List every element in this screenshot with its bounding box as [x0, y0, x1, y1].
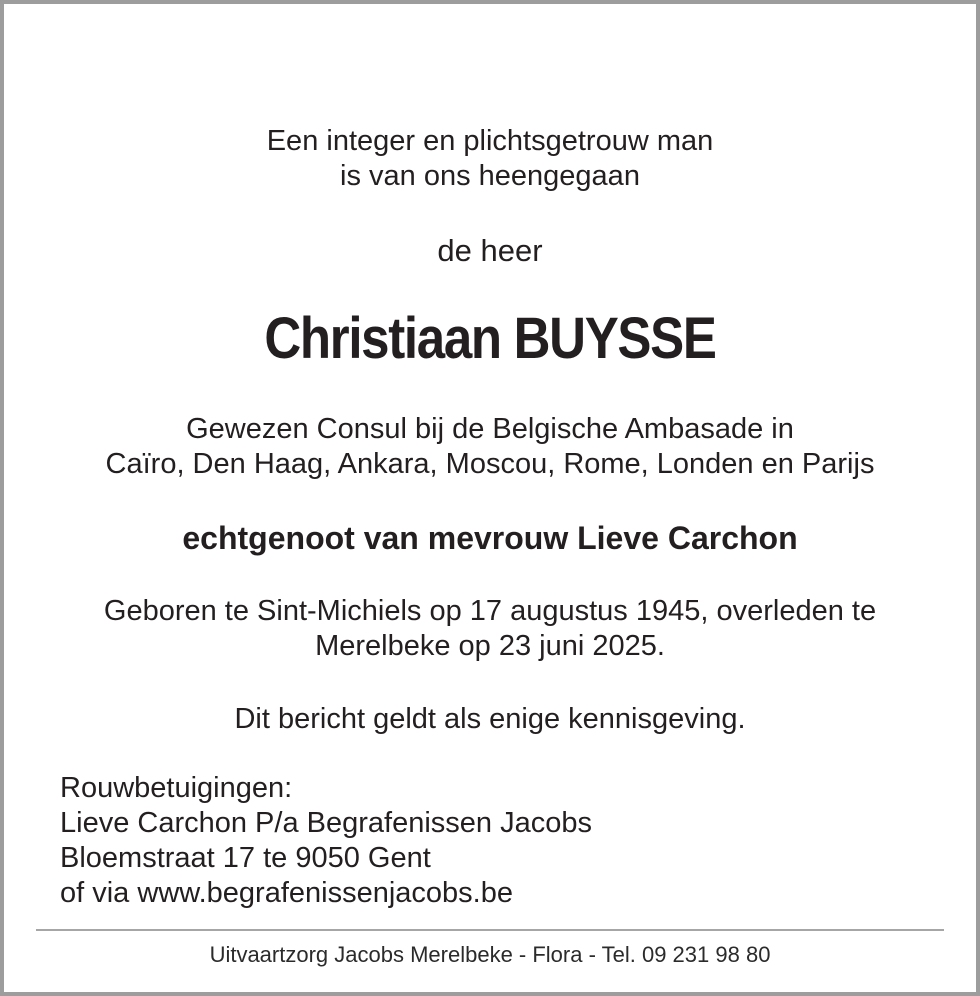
- footer-divider: [36, 929, 944, 931]
- condolences-heading: Rouwbetuigingen:: [60, 772, 293, 804]
- notice-text: Dit bericht geldt als enige kennisgeving.: [234, 703, 746, 735]
- birth-line-2: Merelbeke op 23 juni 2025.: [315, 630, 665, 662]
- spouse-text: echtgenoot van mevrouw Lieve Carchon: [182, 520, 798, 556]
- intro-text: [0, 124, 980, 194]
- intro-line-1: Een integer en plichtsgetrouw man: [266, 125, 714, 157]
- birth-line-1: Geboren te Sint-Michiels op 17 augustus 1945, overleden te: [103, 595, 877, 627]
- condolences-website: of via www.begrafenissenjacobs.be: [60, 877, 513, 909]
- condolences-address-name: Lieve Carchon P/a Begrafenissen Jacobs: [60, 807, 592, 839]
- footer-text: Uitvaartzorg Jacobs Merelbeke - Flora - Tel. 09 231 98 80: [209, 942, 771, 967]
- birth-death-text: [0, 594, 980, 664]
- honorific: de heer: [437, 233, 543, 268]
- career-line-2: Caïro, Den Haag, Ankara, Moscou, Rome, Londen en Parijs: [105, 448, 875, 480]
- intro-line-2: is van ons heengegaan: [340, 160, 640, 192]
- condolences-address-street: Bloemstraat 17 te 9050 Gent: [60, 842, 431, 874]
- career-text: [0, 412, 980, 482]
- condolences-block: [60, 771, 592, 911]
- deceased-name: Christiaan BUYSSE: [264, 306, 716, 371]
- career-line-1: Gewezen Consul bij de Belgische Ambasade in: [186, 413, 794, 445]
